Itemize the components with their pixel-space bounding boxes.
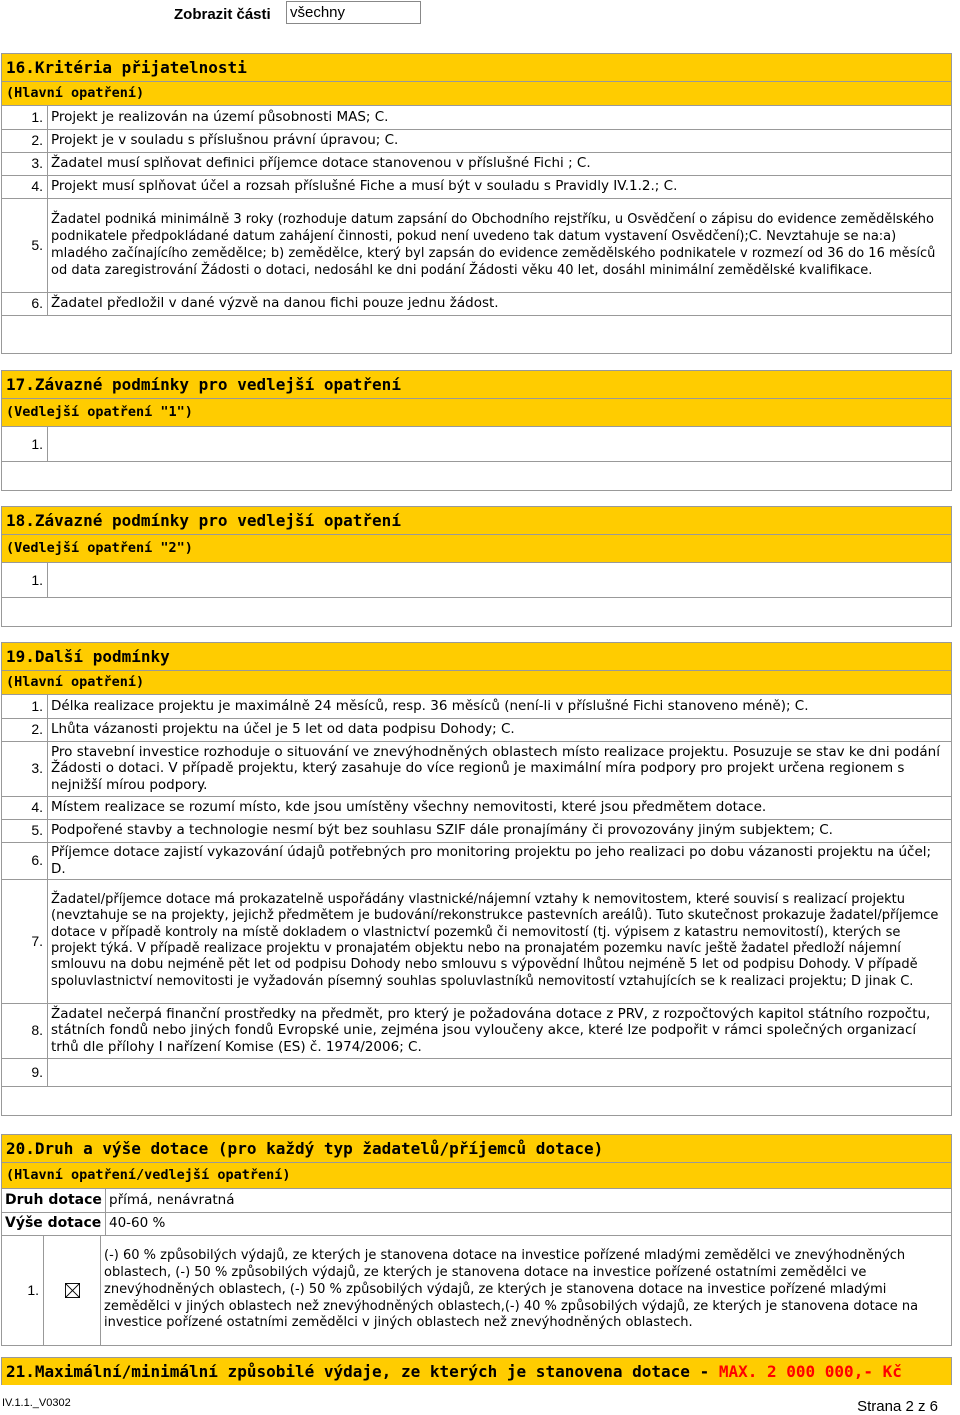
item-text: Podpořené stavby a technologie nesmí být bez souhlasu SZIF dále pronajímány či provozovány jiným subjektem; C. — [48, 819, 952, 842]
item-text: Žadatel předložil v dané výzvě na danou fichi pouze jednu žádost. — [48, 292, 952, 315]
item-number: 4. — [2, 175, 48, 198]
section-18-items — [2, 563, 951, 598]
section-16-subtitle: (Hlavní opatření) — [2, 82, 951, 106]
item-number: 1. — [2, 695, 48, 718]
item-text: Žadatel musí splňovat definici příjemce dotace stanovenou v příslušné Fichi ; C. — [48, 152, 952, 175]
section-16 — [1, 53, 952, 354]
item-number: 3. — [2, 152, 48, 175]
item-text: Žadatel nečerpá finanční prostředky na předmět, pro který je požadována dotace z PRV, z rozpočtových kapitol státního rozpočtu, státních fondů nebo jiných fondů Evropské unie, zejména jsou vyloučeny akce, které lze podpořit v rámci společných organizací trhů dle přílohy I nařízení Komise (ES) č. 1974/2006; C. — [48, 1003, 952, 1058]
item-number: 7. — [2, 879, 48, 1003]
item-number: 2. — [2, 129, 48, 152]
section-21-title: 21.Maximální/minimální způsobilé výdaje, ze kterých je stanovena dotace - MAX. 2 000 000,- Kč — [2, 1358, 951, 1385]
item-text: Příjemce dotace zajistí vykazování údajů potřebných pro monitoring projektu po jeho realizaci po dobu vázanosti projektu na účel; D. — [48, 842, 952, 879]
section-19-items — [2, 695, 951, 1087]
druh-dotace-label: Druh dotace — [2, 1189, 106, 1212]
list-item — [2, 106, 951, 129]
section-17-subtitle: (Vedlejší opatření "1") — [2, 399, 951, 427]
list-item — [2, 1058, 951, 1086]
page-number: Strana 2 z 6 — [857, 1398, 938, 1415]
item-text: (-) 60 % způsobilých výdajů, ze kterých je stanovena dotace na investice pořízené mladými zemědělci ve znevýhodněných oblastech, (-) 50 % způsobilých výdajů, ze kterých je stanovena dotace na investice pořízené ostatními zemědělci ve znevýhodněných oblastech, (-) 50 % způsobilých výdajů, ze kterých je stanovena dotace na investice pořízené mladými zemědělci v jiných oblastech než znevýhodněných oblastech,(-) 40 % způsobilých výdajů, ze kterých je stanovena dotace na investice pořízené ostatními zemědělci v jiných oblastech než znevýhodněných oblastech. — [101, 1236, 952, 1346]
section-19-title: 19.Další podmínky — [2, 643, 951, 671]
list-item — [2, 879, 951, 1003]
list-item — [2, 292, 951, 315]
item-text — [48, 1058, 952, 1086]
checked-checkbox-icon[interactable] — [65, 1283, 80, 1298]
list-item — [2, 819, 951, 842]
item-number: 1. — [2, 106, 48, 129]
max-amount: MAX. 2 000 000,- Kč — [718, 1362, 902, 1381]
section-18-subtitle: (Vedlejší opatření "2") — [2, 535, 951, 563]
item-text: Pro stavební investice rozhoduje o situování ve znevýhodněných oblastech místo realizace projektu. Posuzuje se stav ke dni podání Žádosti o dotaci. V případě projektu, který zasahuje do více regionů je maximální míra podpory pro projekt určena regionem s nejnižší mírou podpory. — [48, 741, 952, 796]
druh-dotace-value: přímá, nenávratná — [106, 1189, 952, 1212]
table-row — [2, 1189, 951, 1212]
item-number: 4. — [2, 796, 48, 819]
table-row — [2, 1212, 951, 1235]
list-item — [2, 842, 951, 879]
item-number: 2. — [2, 718, 48, 741]
section-20 — [1, 1134, 952, 1346]
vyse-dotace-value: 40-60 % — [106, 1212, 952, 1235]
section-18 — [1, 506, 952, 627]
item-text — [48, 427, 952, 461]
item-checkbox-cell — [44, 1236, 101, 1346]
section-20-subtitle: (Hlavní opatření/vedlejší opatření) — [2, 1163, 951, 1189]
item-text: Projekt je realizován na území působnosti MAS; C. — [48, 106, 952, 129]
item-text: Žadatel podniká minimálně 3 roky (rozhoduje datum zapsání do Obchodního rejstříku, u Osvědčení o zápisu do evidence zemědělského podnikatele předpokládané datum zahájení činnosti, pokud není uvedeno tak datum vystavení Osvědčení);C. Nevztahuje se na:a) mladého začínajícího zemědělce; b) zemědělce, který byl zapsán do evidence zemědělského podnikatele v rozmezí od 36 do 16 měsíců od data zaregistrování Žádosti o dotaci, nedosáhl ke dni podání Žádosti věku 40 let, dosáhl minimální zemědělské kvalifikace. — [48, 198, 952, 292]
section-21 — [1, 1357, 952, 1385]
item-number: 6. — [2, 292, 48, 315]
list-item — [2, 695, 951, 718]
item-text: Projekt musí splňovat účel a rozsah příslušné Fiche a musí být v souladu s Pravidly IV.1.2.; C. — [48, 175, 952, 198]
list-item — [2, 796, 951, 819]
section-19 — [1, 642, 952, 1116]
section-16-items — [2, 106, 951, 316]
filter-label: Zobrazit části — [174, 6, 271, 23]
item-text: Žadatel/příjemce dotace má prokazatelně uspořádány vlastnické/nájemní vztahy k nemovitostem, které souvisí s realizací projektu (nevztahuje se na projekty, jejichž předmětem je budování/rekonstrukce pastevních areálů). Tuto skutečnost prokazuje žadatel/příjemce dotace v případě kontroly na místě dokladem o vlastnictví pozemků či nemovitostí (tj. výpisem z katastru nemovitostí), kterých se projekt týká. V případě realizace projektu v pronajatém objektu nebo na pronajatém pozemku navíc ještě žadatel předloží nájemní smlouvu na dobu nejméně pět let od podpisu Dohody nebo smlouvu s výpovědní lhůtou nejméně 5 let od podpisu Dohody. V případě spoluvlastnictví nemovitosti je vyžadován písemný souhlas spoluvlastníků nemovitostí vztahujících se k realizaci projektu; D jinak C. — [48, 879, 952, 1003]
list-item — [2, 175, 951, 198]
document-code: IV.1.1._V0302 — [2, 1397, 71, 1409]
list-item — [2, 129, 951, 152]
list-item — [2, 1003, 951, 1058]
vyse-dotace-label: Výše dotace — [2, 1212, 106, 1235]
item-number: 8. — [2, 1003, 48, 1058]
item-number: 6. — [2, 842, 48, 879]
item-text: Projekt je v souladu s příslušnou právní úpravou; C. — [48, 129, 952, 152]
item-number: 3. — [2, 741, 48, 796]
section-18-title: 18.Závazné podmínky pro vedlejší opatření — [2, 507, 951, 535]
list-item — [2, 1236, 951, 1346]
section-16-title: 16.Kritéria přijatelnosti — [2, 54, 951, 82]
list-item — [2, 198, 951, 292]
item-number: 9. — [2, 1058, 48, 1086]
list-item — [2, 563, 951, 597]
item-number: 5. — [2, 819, 48, 842]
section-17 — [1, 370, 952, 491]
list-item — [2, 152, 951, 175]
section-17-items — [2, 427, 951, 462]
section-20-kv — [2, 1189, 951, 1236]
item-text: Lhůta vázanosti projektu na účel je 5 let od data podpisu Dohody; C. — [48, 718, 952, 741]
item-number: 5. — [2, 198, 48, 292]
section-19-subtitle: (Hlavní opatření) — [2, 671, 951, 695]
section-20-items — [2, 1236, 951, 1347]
item-number: 1. — [2, 1236, 44, 1346]
section-17-title: 17.Závazné podmínky pro vedlejší opatření — [2, 371, 951, 399]
list-item — [2, 718, 951, 741]
item-number: 1. — [2, 563, 48, 597]
list-item — [2, 741, 951, 796]
item-text: Délka realizace projektu je maximálně 24 měsíců, resp. 36 měsíců (není-li v příslušné Fichi stanoveno méně); C. — [48, 695, 952, 718]
section-20-title: 20.Druh a výše dotace (pro každý typ žadatelů/příjemců dotace) — [2, 1135, 951, 1163]
list-item — [2, 427, 951, 461]
section-filter-select[interactable]: všechny — [286, 1, 421, 24]
item-text: Místem realizace se rozumí místo, kde jsou umístěny všechny nemovitosti, které jsou předmětem dotace. — [48, 796, 952, 819]
item-text — [48, 563, 952, 597]
item-number: 1. — [2, 427, 48, 461]
